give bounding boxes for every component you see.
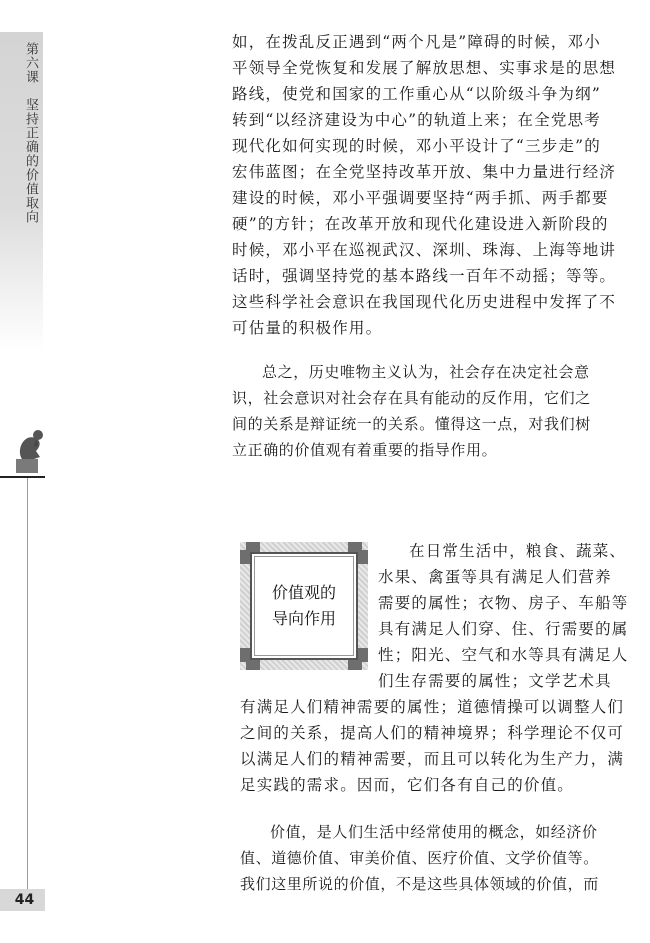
text-line: 话时，强调坚持党的基本路线一百年不动摇；等等。 [232,267,617,285]
paragraph-3-full [240,694,635,798]
text-line: 平领导全党恢复和发展了解放思想、实事求是的思想 [232,59,617,77]
text-line: 足实践的需求。因而，它们各有自己的价值。 [240,776,575,794]
text-line: 有满足人们精神需要的属性；道德情操可以调整人们 [240,698,625,716]
text-line: 现代化如何实现的时候，邓小平设计了“三步走”的 [232,137,601,155]
text-line: 可估量的积极作用。 [232,319,383,337]
text-line: 总之，历史唯物主义认为，社会存在决定社会意 [262,363,590,381]
text-line: 在日常生活中，粮食、蔬菜、 [409,542,627,560]
text-line: 建设的时候，邓小平强调要坚持“两手抓、两手都要 [232,189,609,207]
section-heading-box [240,542,368,670]
page-number: 44 [0,889,45,911]
text-line: 如，在拨乱反正遇到“两个凡是”障碍的时候，邓小 [232,33,601,51]
text-line: 立正确的价值观有着重要的指导作用。 [232,441,498,459]
paragraph-2 [232,359,632,463]
margin-vertical-line [27,478,28,890]
text-line: 这些科学社会意识在我国现代化历史进程中发挥了不 [232,293,617,311]
text-line: 宏伟蓝图；在全党坚持改革开放、集中力量进行经济 [232,163,617,181]
text-line: 具有满足人们穿、住、行需要的属 [378,620,629,638]
text-line: 水果、禽蛋等具有满足人们营养 [378,568,612,586]
text-line: 路线，使党和国家的工作重心从“以阶级斗争为纲” [232,85,601,103]
text-line: 价值，是人们生活中经常使用的概念，如经济价 [270,823,598,841]
thinker-statue-icon [8,423,48,475]
text-line: 们生存需要的属性；文学艺术具 [378,672,612,690]
chapter-title: 坚持正确的价值取向 [23,98,38,224]
section-heading-line: 导向作用 [271,609,336,628]
text-line: 需要的属性；衣物、房子、车船等 [378,594,629,612]
text-line: 性；阳光、空气和水等具有满足人 [378,646,629,664]
chapter-label: 第六课 [23,42,38,84]
paragraph-1 [232,29,632,341]
text-line: 硬”的方针；在改革开放和现代化建设进入新阶段的 [232,215,609,233]
section-heading [250,552,358,660]
text-line: 以满足人们的精神需要，而且可以转化为生产力，满 [240,750,625,768]
text-line: 时候，邓小平在巡视武汉、深圳、珠海、上海等地讲 [232,241,617,259]
text-line: 转到“以经济建设为中心”的轨道上来；在全党思考 [232,111,601,129]
text-line: 识，社会意识对社会存在具有能动的反作用，它们之 [232,389,591,407]
paragraph-3-wrap [378,538,633,694]
section-heading-line: 价值观的 [271,583,336,602]
text-line: 值、道德价值、审美价值、医疗价值、文学价值等。 [240,849,599,867]
paragraph-4 [240,819,635,897]
margin-rule [0,476,45,478]
chapter-running-title [22,42,38,224]
text-line: 我们这里所说的价值，不是这些具体领域的价值，而 [240,875,599,893]
text-line: 之间的关系，提高人们的精神境界；科学理论不仅可 [240,724,625,742]
text-line: 间的关系是辩证统一的关系。懂得这一点，对我们树 [232,415,591,433]
